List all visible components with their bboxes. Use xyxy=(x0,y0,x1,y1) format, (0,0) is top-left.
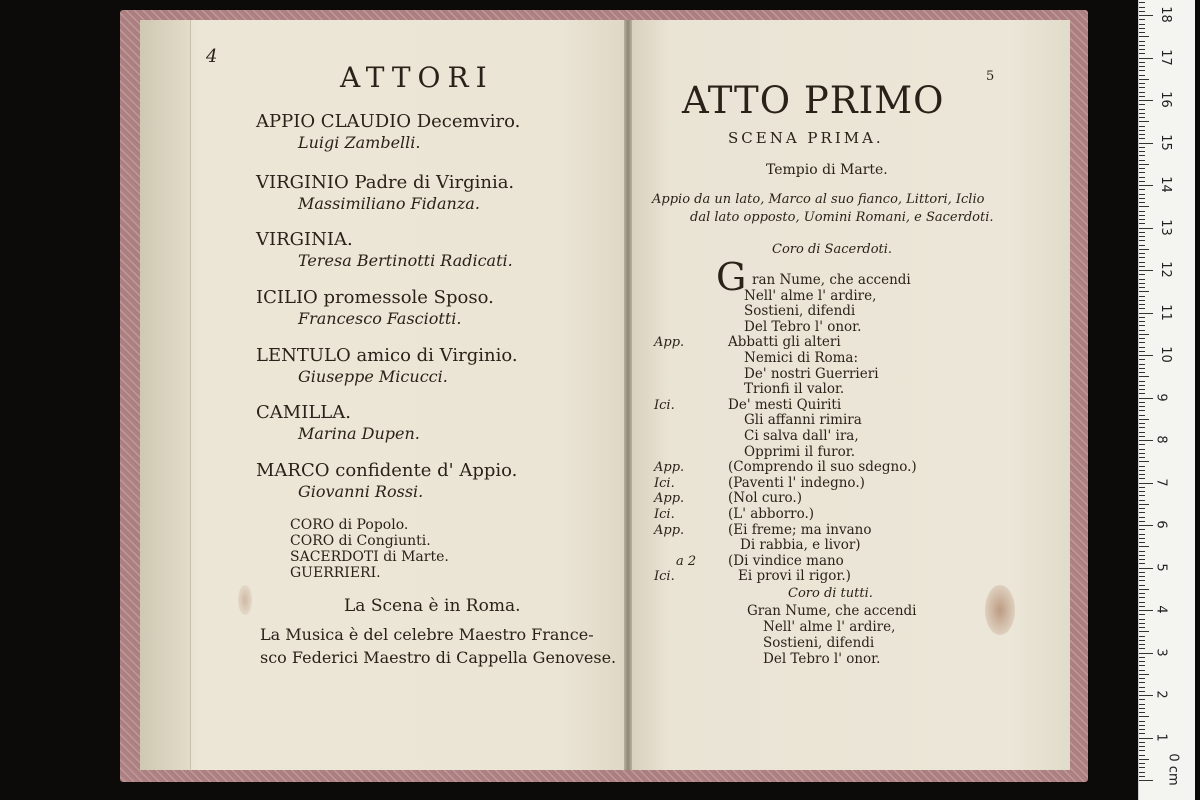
ruler-tick xyxy=(1139,11,1145,12)
ruler-tick xyxy=(1139,670,1145,671)
ruler-tick xyxy=(1139,168,1145,169)
ruler-tick xyxy=(1139,440,1153,441)
verse-line: Di rabbia, e livor) xyxy=(740,537,861,554)
ruler-tick xyxy=(1139,495,1145,496)
ruler-tick xyxy=(1139,432,1145,433)
ruler-tick xyxy=(1139,279,1145,280)
ruler-tick xyxy=(1139,308,1145,309)
cast-actor: Luigi Zambelli. xyxy=(298,133,421,152)
ruler-tick xyxy=(1139,24,1145,25)
ruler-tick xyxy=(1139,619,1145,620)
cast-actor: Massimiliano Fidanza. xyxy=(298,194,480,213)
ruler-tick xyxy=(1139,181,1145,182)
cast-actor: Giuseppe Micucci. xyxy=(298,367,448,386)
ruler-tick xyxy=(1139,70,1145,71)
ruler-tick xyxy=(1139,716,1149,717)
ruler-tick xyxy=(1139,593,1145,594)
ruler-tick xyxy=(1139,53,1145,54)
cast-actor: Francesco Fasciotti. xyxy=(298,309,462,328)
speaker-label: App. xyxy=(654,460,685,476)
ruler-tick xyxy=(1139,376,1149,377)
ruler-tick xyxy=(1139,300,1145,301)
ruler-tick xyxy=(1139,100,1153,101)
ruler-tick xyxy=(1139,249,1149,250)
ruler-label: 7 xyxy=(1153,477,1169,487)
speaker-label: Ici. xyxy=(654,507,675,522)
ruler-tick xyxy=(1139,266,1145,267)
ruler-tick xyxy=(1139,257,1145,258)
speaker-label: App. xyxy=(654,335,685,351)
ruler-tick xyxy=(1139,381,1145,382)
ruler-tick xyxy=(1139,117,1145,118)
ruler-tick xyxy=(1139,83,1145,84)
act-heading: ATTO PRIMO xyxy=(682,79,945,122)
verse-line: ran Nume, che accendi xyxy=(752,272,911,288)
speaker-label: a 2 xyxy=(676,553,697,569)
ruler-tick xyxy=(1139,198,1145,199)
ruler-tick xyxy=(1139,742,1145,743)
ruler-tick xyxy=(1139,436,1145,437)
ruler-tick xyxy=(1139,32,1145,33)
cast-actor: Teresa Bertinotti Radicati. xyxy=(298,251,513,270)
ruler-tick xyxy=(1139,96,1145,97)
left-page-edge xyxy=(140,20,191,770)
ruler-tick xyxy=(1139,563,1145,564)
ruler-tick xyxy=(1139,41,1145,42)
ruler-tick xyxy=(1139,62,1145,63)
verse-line: (Paventi l' indegno.) xyxy=(728,474,865,491)
chorus-title: Coro di Sacerdoti. xyxy=(772,242,893,257)
verse-line: Gran Nume, che accendi xyxy=(747,603,917,619)
verse-line: (Comprendo il suo sdegno.) xyxy=(728,459,917,476)
ruler-tick xyxy=(1139,185,1153,186)
ruler-tick xyxy=(1139,87,1145,88)
ruler-tick xyxy=(1139,126,1145,127)
ruler-tick xyxy=(1139,368,1145,369)
ruler-tick xyxy=(1139,321,1145,322)
ruler-tick xyxy=(1139,631,1149,632)
ruler-tick xyxy=(1139,296,1145,297)
ruler-tick xyxy=(1139,92,1145,93)
ruler-tick xyxy=(1139,104,1145,105)
ruler-tick xyxy=(1139,772,1145,773)
ruler-tick xyxy=(1139,470,1145,471)
verse-line: (L' abborro.) xyxy=(728,506,815,522)
cast-role: VIRGINIA. xyxy=(256,229,353,250)
speaker-label: App. xyxy=(654,522,685,538)
ruler-tick xyxy=(1139,130,1145,131)
cast-role: ICILIO promessole Sposo. xyxy=(256,287,494,308)
ruler-tick xyxy=(1139,364,1145,365)
ruler-label: 9 xyxy=(1153,392,1169,402)
ruler-tick xyxy=(1139,402,1145,403)
ruler-label: 17 xyxy=(1157,48,1173,66)
ruler-tick xyxy=(1139,304,1145,305)
ruler-tick xyxy=(1139,606,1145,607)
ruler-tick xyxy=(1139,755,1145,756)
ruler-tick xyxy=(1139,172,1145,173)
ruler-tick xyxy=(1139,240,1145,241)
ruler-tick xyxy=(1139,274,1145,275)
verse-line: Ei provi il rigor.) xyxy=(738,568,851,585)
ruler-tick xyxy=(1139,15,1153,16)
ruler-label: 13 xyxy=(1157,218,1173,236)
ruler-tick xyxy=(1139,640,1145,641)
ruler-tick xyxy=(1139,644,1145,645)
ruler-tick xyxy=(1139,534,1145,535)
ruler-label: 8 xyxy=(1153,435,1169,444)
ruler-tick xyxy=(1139,491,1145,492)
ruler-label: 4 xyxy=(1153,605,1169,614)
ruler-tick xyxy=(1139,113,1145,114)
ruler-tick xyxy=(1139,551,1145,552)
cast-actor: Giovanni Rossi. xyxy=(298,482,424,501)
ruler-tick xyxy=(1139,177,1145,178)
chorus-item: GUERRIERI. xyxy=(290,565,381,581)
ruler-tick xyxy=(1139,151,1145,152)
foxing-stain xyxy=(238,585,252,615)
ruler-label: 16 xyxy=(1157,91,1173,108)
ruler-tick xyxy=(1139,160,1145,161)
ruler-tick xyxy=(1139,589,1149,590)
ruler-tick xyxy=(1139,66,1145,67)
measurement-ruler xyxy=(1138,0,1195,800)
verse-line: Nell' alme l' ardire, xyxy=(763,619,896,635)
ruler-tick xyxy=(1139,419,1149,420)
ruler-unit-label: 0 cm xyxy=(1165,753,1181,786)
ruler-tick xyxy=(1139,45,1145,46)
ruler-tick xyxy=(1139,223,1145,224)
ruler-tick xyxy=(1139,725,1145,726)
ruler-label: 18 xyxy=(1157,6,1173,23)
ruler-tick xyxy=(1139,189,1145,190)
ruler-tick xyxy=(1139,576,1145,577)
ruler-tick xyxy=(1139,138,1145,139)
ruler-tick xyxy=(1139,759,1149,760)
ruler-tick xyxy=(1139,733,1145,734)
ruler-tick xyxy=(1139,155,1145,156)
ruler-tick xyxy=(1139,245,1145,246)
folio-number: 4 xyxy=(206,46,218,67)
ruler-tick xyxy=(1139,585,1145,586)
cast-role: LENTULO amico di Virginio. xyxy=(256,345,518,366)
ruler-label: 6 xyxy=(1153,520,1169,529)
ruler-tick xyxy=(1139,580,1145,581)
ruler-tick xyxy=(1139,75,1145,76)
cast-role: VIRGINIO Padre di Virginia. xyxy=(256,172,515,193)
ruler-tick xyxy=(1139,457,1145,458)
ruler-tick xyxy=(1139,699,1145,700)
ruler-tick xyxy=(1139,529,1145,530)
ruler-tick xyxy=(1139,393,1145,394)
ruler-tick xyxy=(1139,444,1145,445)
verse-line: Sostieni, difendi xyxy=(763,635,875,651)
ruler-tick xyxy=(1139,525,1153,526)
ruler-label: 12 xyxy=(1157,261,1173,278)
ruler-tick xyxy=(1139,453,1145,454)
verse-line: Abbatti gli alteri xyxy=(728,334,841,351)
verse-line: Trionfi il valor. xyxy=(744,381,845,398)
cast-actor: Marina Dupen. xyxy=(298,424,420,443)
ruler-tick xyxy=(1139,512,1145,513)
stage-direction: Appio da un lato, Marco al suo fianco, Littori, Iclio xyxy=(652,192,985,207)
ruler-tick xyxy=(1139,627,1145,628)
ruler-tick xyxy=(1139,283,1145,284)
ruler-tick xyxy=(1139,763,1145,764)
ruler-label: 5 xyxy=(1153,562,1169,572)
ruler-tick xyxy=(1139,674,1149,675)
ruler-tick xyxy=(1139,202,1145,203)
ruler-tick xyxy=(1139,325,1145,326)
ruler-tick xyxy=(1139,121,1149,122)
scene-place: Tempio di Marte. xyxy=(766,162,888,178)
ruler-tick xyxy=(1139,559,1145,560)
ruler-tick xyxy=(1139,406,1145,407)
ruler-tick xyxy=(1139,691,1145,692)
ruler-tick xyxy=(1139,36,1149,37)
ruler-tick xyxy=(1139,342,1145,343)
ruler-tick xyxy=(1139,291,1149,292)
verse-line: (Ei freme; ma invano xyxy=(728,521,872,538)
ruler-tick xyxy=(1139,708,1145,709)
ruler-label: 10 xyxy=(1157,346,1173,363)
ruler-tick xyxy=(1139,542,1145,543)
ruler-tick xyxy=(1139,508,1145,509)
ruler-tick xyxy=(1139,517,1145,518)
ruler-tick xyxy=(1139,487,1145,488)
ruler-tick xyxy=(1139,657,1145,658)
ruler-tick xyxy=(1139,134,1145,135)
ruler-tick xyxy=(1139,623,1145,624)
ruler-tick xyxy=(1139,7,1145,8)
verse-line: De' nostri Guerrieri xyxy=(744,365,879,382)
scene-heading: SCENA PRIMA. xyxy=(728,129,884,147)
chorus-item: SACERDOTI di Marte. xyxy=(290,549,449,565)
speaker-label: App. xyxy=(654,491,685,507)
ruler-tick xyxy=(1139,695,1153,696)
ruler-tick xyxy=(1139,164,1149,165)
page-heading: ATTORI xyxy=(340,61,494,94)
ruler-tick xyxy=(1139,555,1145,556)
verse-line: Nell' alme l' ardire, xyxy=(744,287,877,304)
ruler-tick xyxy=(1139,483,1153,484)
ruler-tick xyxy=(1139,572,1145,573)
ruler-tick xyxy=(1139,474,1145,475)
verse-line: Gli affanni rimira xyxy=(744,412,862,429)
ruler-tick xyxy=(1139,228,1153,229)
ruler-tick xyxy=(1139,410,1145,411)
ruler-tick xyxy=(1139,330,1145,331)
ruler-tick xyxy=(1139,194,1145,195)
ruler-tick xyxy=(1139,500,1145,501)
ruler-tick xyxy=(1139,236,1145,237)
ruler-tick xyxy=(1139,215,1145,216)
ruler-tick xyxy=(1139,648,1145,649)
ruler-tick xyxy=(1139,28,1145,29)
ruler-tick xyxy=(1139,313,1153,314)
ruler-tick xyxy=(1139,287,1145,288)
ruler-tick xyxy=(1139,729,1145,730)
ruler-tick xyxy=(1139,521,1145,522)
ruler-tick xyxy=(1139,478,1145,479)
ruler-tick xyxy=(1139,687,1145,688)
ruler-tick xyxy=(1139,19,1145,20)
ruler-label: 15 xyxy=(1157,133,1173,151)
ruler-tick xyxy=(1139,780,1153,781)
verse-line: Del Tebro l' onor. xyxy=(744,318,862,335)
ruler-tick xyxy=(1139,262,1145,263)
ruler-tick xyxy=(1139,359,1145,360)
ruler-tick xyxy=(1139,389,1145,390)
ruler-tick xyxy=(1139,79,1149,80)
ruler-tick xyxy=(1139,461,1149,462)
ruler-tick xyxy=(1139,347,1145,348)
ruler-tick xyxy=(1139,538,1145,539)
ruler-tick xyxy=(1139,597,1145,598)
ruler-tick xyxy=(1139,776,1145,777)
verse-line: Opprimi il furor. xyxy=(744,443,855,460)
verse-line: De' mesti Quiriti xyxy=(728,396,842,413)
ruler-tick xyxy=(1139,334,1149,335)
ruler-tick xyxy=(1139,338,1145,339)
book-gutter xyxy=(624,20,632,770)
ruler-tick xyxy=(1139,636,1145,637)
verse-line: Del Tebro l' onor. xyxy=(763,651,881,667)
ruler-tick xyxy=(1139,610,1153,611)
stage-direction: dal lato opposto, Uomini Romani, e Sacerdoti. xyxy=(690,210,994,225)
verse-line: Ci salva dall' ira, xyxy=(744,428,859,444)
speaker-label: Ici. xyxy=(654,475,675,491)
ruler-tick xyxy=(1139,109,1145,110)
ruler-tick xyxy=(1139,704,1145,705)
ruler-tick xyxy=(1139,143,1153,144)
ruler-label: 14 xyxy=(1157,176,1173,193)
ruler-tick xyxy=(1139,738,1153,739)
ruler-label: 11 xyxy=(1157,303,1173,321)
scene-setting: La Scena è in Roma. xyxy=(344,596,521,616)
ruler-tick xyxy=(1139,232,1145,233)
ruler-tick xyxy=(1139,678,1145,679)
cast-role: CAMILLA. xyxy=(256,402,351,423)
cast-role: MARCO confidente d' Appio. xyxy=(256,460,518,481)
ruler-tick xyxy=(1139,721,1145,722)
ruler-tick xyxy=(1139,385,1145,386)
verse-line: Nemici di Roma: xyxy=(744,350,859,366)
ruler-tick xyxy=(1139,317,1145,318)
ruler-label: 1 xyxy=(1153,732,1169,742)
ruler-label: 3 xyxy=(1153,647,1169,657)
ruler-tick xyxy=(1139,614,1145,615)
ruler-tick xyxy=(1139,270,1153,271)
speaker-label: Ici. xyxy=(654,397,675,413)
ruler-tick xyxy=(1139,372,1145,373)
ruler-tick xyxy=(1139,750,1145,751)
ruler-tick xyxy=(1139,449,1145,450)
speaker-label: Ici. xyxy=(654,569,675,585)
ruler-tick xyxy=(1139,355,1153,356)
ruler-tick xyxy=(1139,746,1145,747)
ruler-tick xyxy=(1139,423,1145,424)
drop-cap: G xyxy=(716,255,747,299)
ruler-tick xyxy=(1139,219,1145,220)
ruler-tick xyxy=(1139,351,1145,352)
folio-number: 5 xyxy=(986,69,995,84)
ruler-tick xyxy=(1139,568,1153,569)
ruler-tick xyxy=(1139,653,1153,654)
music-credit-line: sco Federici Maestro di Cappella Genovese. xyxy=(260,648,617,667)
ruler-tick xyxy=(1139,206,1149,207)
chorus-item: CORO di Congiunti. xyxy=(290,533,431,549)
ruler-tick xyxy=(1139,602,1145,603)
ruler-label: 2 xyxy=(1153,690,1169,699)
ruler-tick xyxy=(1139,147,1145,148)
ruler-tick xyxy=(1139,661,1145,662)
verse-line: (Di vindice mano xyxy=(728,552,844,569)
cast-role: APPIO CLAUDIO Decemviro. xyxy=(256,111,521,132)
verse-line: (Nol curo.) xyxy=(728,490,802,507)
ruler-tick xyxy=(1139,665,1145,666)
ruler-tick xyxy=(1139,211,1145,212)
ruler-tick xyxy=(1139,415,1145,416)
ruler-tick xyxy=(1139,49,1145,50)
ruler-tick xyxy=(1139,712,1145,713)
ruler-tick xyxy=(1139,466,1145,467)
ruler-tick xyxy=(1139,2,1145,3)
chorus-tutti-title: Coro di tutti. xyxy=(788,586,873,601)
ruler-tick xyxy=(1139,58,1153,59)
ruler-tick xyxy=(1139,767,1145,768)
ruler-tick xyxy=(1139,546,1149,547)
foxing-stain xyxy=(985,585,1015,635)
ruler-tick xyxy=(1139,427,1145,428)
ruler-tick xyxy=(1139,253,1145,254)
ruler-tick xyxy=(1139,504,1149,505)
verse-line: Sostieni, difendi xyxy=(744,303,856,320)
ruler-tick xyxy=(1139,398,1153,399)
music-credit-line: La Musica è del celebre Maestro France- xyxy=(260,625,594,644)
ruler-tick xyxy=(1139,682,1145,683)
chorus-item: CORO di Popolo. xyxy=(290,517,409,533)
